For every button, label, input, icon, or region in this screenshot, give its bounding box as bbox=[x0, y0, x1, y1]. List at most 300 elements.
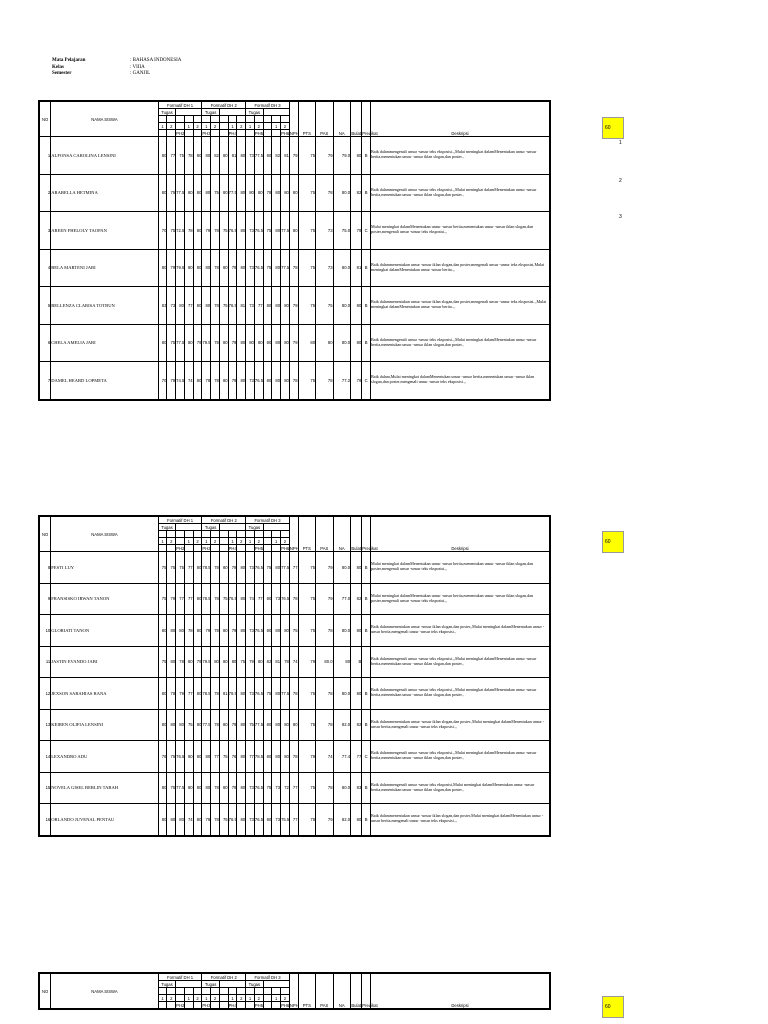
header-formatif-2: Formatif DH 2 bbox=[202, 974, 246, 981]
header-ph5: PH5 bbox=[254, 1002, 264, 1008]
header-na: NA bbox=[333, 517, 350, 552]
score-cell: 80 bbox=[289, 212, 298, 250]
score-cell: 80 bbox=[193, 287, 202, 325]
header-empty bbox=[211, 545, 220, 552]
score-cell: 80 bbox=[263, 137, 272, 175]
semester-value: : GANJIL bbox=[130, 71, 151, 76]
header-empty bbox=[211, 1002, 220, 1009]
score-cell: 81 bbox=[219, 678, 228, 710]
row-number: 16 bbox=[40, 804, 51, 836]
predikat-cell: B bbox=[362, 804, 371, 836]
table-row bbox=[40, 362, 550, 400]
score-cell: 80 bbox=[289, 174, 298, 212]
score-cell: 80 bbox=[167, 709, 176, 741]
score-cell: 75 bbox=[167, 212, 176, 250]
score-cell: 77 bbox=[211, 741, 220, 773]
score-cell: 78 bbox=[316, 362, 333, 400]
side-number: 2 bbox=[619, 178, 622, 184]
header-formatif-3: Formatif DH 3 bbox=[246, 974, 290, 981]
bulat-cell: 82 bbox=[351, 709, 362, 741]
score-cell: 78 bbox=[211, 678, 220, 710]
score-cell: 77.5 bbox=[254, 137, 263, 175]
score-cell: 80 bbox=[254, 646, 263, 678]
predikat-cell: B bbox=[362, 552, 371, 584]
score-cell: 76.5 bbox=[254, 772, 263, 804]
header-empty bbox=[202, 988, 211, 995]
score-cell: 73 bbox=[246, 615, 255, 647]
student-name: NOVELA GISEL BERLIN TABAH bbox=[51, 772, 158, 804]
score-cell: 78 bbox=[289, 678, 298, 710]
score-cell: 81 bbox=[281, 137, 290, 175]
deskripsi-cell: Baik dalammenentukan unsur -unsur iklan slogan,dan poster,mengenali unsur -unsur teks eksposisi.,,Mulai meningkat dalamMenentukan unsur -unsur berita.,, bbox=[371, 287, 550, 325]
score-cell: 75 bbox=[263, 678, 272, 710]
score-cell: 80 bbox=[176, 804, 185, 836]
header-tugas-2: 2 bbox=[167, 538, 176, 545]
score-cell: 78.5 bbox=[202, 678, 211, 710]
header-tugas-1: 1 bbox=[158, 995, 167, 1002]
header-empty bbox=[254, 116, 263, 123]
header-empty bbox=[263, 981, 289, 988]
score-cell: 75 bbox=[298, 287, 315, 325]
score-cell: 80 bbox=[158, 324, 167, 362]
score-cell: 80 bbox=[219, 324, 228, 362]
header-ph4: PH4 bbox=[228, 130, 237, 136]
score-cell: 80 bbox=[263, 804, 272, 836]
score-cell: 80 bbox=[272, 709, 281, 741]
score-cell: 77.5 bbox=[281, 552, 290, 584]
header-tugas-2: 2 bbox=[193, 995, 202, 1002]
header-empty bbox=[272, 130, 281, 137]
deskripsi-cell: Baik dalammengenali unsur -unsur teks eksposisi,Mulai meningkat dalamMenentukan unsur -unsur berita,menentukan unsur -unsur iklan slogan,dan poster., bbox=[371, 772, 550, 804]
header-tugas-1: 1 bbox=[228, 995, 237, 1002]
mapel-value: : BAHASA INDONESIA bbox=[130, 58, 182, 63]
score-cell: 80 bbox=[281, 709, 290, 741]
na-cell: 80.0 bbox=[333, 678, 350, 710]
table-row bbox=[40, 287, 550, 325]
bulat-cell: 80 bbox=[351, 615, 362, 647]
header-tugas-2: 2 bbox=[211, 538, 220, 545]
score-cell: 78 bbox=[289, 741, 298, 773]
score-cell: 80 bbox=[272, 362, 281, 400]
na-cell: 80.0 bbox=[333, 249, 350, 287]
score-cell: 79 bbox=[193, 324, 202, 362]
table-row bbox=[40, 741, 550, 773]
score-cell: 76.5 bbox=[254, 362, 263, 400]
score-cell: 73 bbox=[246, 137, 255, 175]
header-empty bbox=[228, 531, 237, 538]
predikat-cell: B bbox=[362, 324, 371, 362]
student-name: FRANSISKO IRWAN TANON bbox=[51, 583, 158, 615]
score-cell: 73 bbox=[272, 583, 281, 615]
score-cell: 78 bbox=[298, 804, 315, 836]
score-cell: 80 bbox=[193, 212, 202, 250]
score-cell: 80 bbox=[254, 324, 263, 362]
score-cell: 80 bbox=[184, 741, 193, 773]
header-empty bbox=[184, 531, 193, 538]
header-empty bbox=[263, 531, 272, 538]
header-tugas-1: 1 bbox=[272, 538, 281, 545]
score-cell: 80 bbox=[272, 174, 281, 212]
header-empty bbox=[158, 545, 167, 552]
header-tugas: Tugas bbox=[246, 981, 263, 988]
score-cell: 75 bbox=[219, 212, 228, 250]
predikat-cell: C bbox=[362, 362, 371, 400]
na-cell: 79.0 bbox=[333, 137, 350, 175]
header-empty bbox=[281, 531, 290, 538]
header-empty bbox=[281, 988, 290, 995]
header-empty bbox=[219, 995, 228, 1002]
score-cell: 78 bbox=[211, 709, 220, 741]
header-empty bbox=[246, 545, 255, 552]
score-cell: 78 bbox=[316, 678, 333, 710]
score-cell: 80 bbox=[193, 741, 202, 773]
header-tugas-2: 2 bbox=[237, 123, 246, 130]
header-bulat: Bulat bbox=[351, 102, 362, 137]
score-cell: 73 bbox=[246, 249, 255, 287]
score-cell: 79.5 bbox=[228, 678, 237, 710]
score-cell: 78 bbox=[211, 249, 220, 287]
score-cell: 80 bbox=[281, 324, 290, 362]
header-deskripsi: Deskripsi bbox=[371, 974, 550, 1009]
header-empty bbox=[158, 130, 167, 137]
score-cell: 80 bbox=[316, 324, 333, 362]
score-cell: 80 bbox=[167, 804, 176, 836]
bulat-cell: 80 bbox=[351, 324, 362, 362]
score-cell: 80 bbox=[281, 287, 290, 325]
highlight-cell: 60 bbox=[602, 531, 624, 553]
student-name: AREEN FHELOLY TAOPAN bbox=[51, 212, 158, 250]
header-empty bbox=[219, 116, 228, 123]
student-name: LEXANDRO ADU bbox=[51, 741, 158, 773]
predikat-cell: B bbox=[362, 249, 371, 287]
score-cell: 80 bbox=[184, 174, 193, 212]
score-cell: 80 bbox=[219, 362, 228, 400]
score-cell: 79 bbox=[193, 646, 202, 678]
header-ph6: PH6 bbox=[281, 545, 290, 551]
grade-table bbox=[39, 973, 550, 1009]
score-cell: 80 bbox=[272, 678, 281, 710]
score-cell: 80 bbox=[176, 709, 185, 741]
table-row bbox=[40, 552, 550, 584]
header-predikat: Predikat bbox=[362, 517, 371, 552]
table-row bbox=[40, 137, 550, 175]
header-tugas-1: 1 bbox=[158, 538, 167, 545]
score-cell: 77 bbox=[254, 583, 263, 615]
score-cell: 75 bbox=[298, 678, 315, 710]
score-cell: 80 bbox=[158, 174, 167, 212]
score-cell: 80 bbox=[219, 772, 228, 804]
score-cell: 75 bbox=[298, 772, 315, 804]
table-row bbox=[40, 583, 550, 615]
score-cell: 75 bbox=[246, 709, 255, 741]
score-cell: 75 bbox=[167, 324, 176, 362]
header-empty bbox=[263, 538, 272, 545]
score-cell: 75 bbox=[219, 804, 228, 836]
header-tugas: Tugas bbox=[202, 981, 219, 988]
score-cell: 80 bbox=[237, 552, 246, 584]
score-cell: 80 bbox=[211, 646, 220, 678]
kelas-value: : VIIIA bbox=[130, 64, 145, 70]
score-cell: 78.5 bbox=[254, 741, 263, 773]
score-cell: 77 bbox=[176, 583, 185, 615]
score-cell: 78 bbox=[184, 615, 193, 647]
deskripsi-cell: Baik dalam,Mulai meningkat dalamMenentukan unsur -unsur berita,menentukan unsur -unsur iklan slogan,dan poster,mengenali unsur -unsur teks eksposisi.,, bbox=[371, 362, 550, 400]
header-tugas-1: 1 bbox=[202, 123, 211, 130]
score-cell: 79 bbox=[289, 137, 298, 175]
header-empty bbox=[219, 130, 228, 137]
score-cell: 75 bbox=[158, 552, 167, 584]
deskripsi-cell: Baik dalammenentukan unsur -unsur iklan slogan,dan poster.,Mulai meningkat dalamMenentukan unsur -unsur berita,mengenali unsur -unsur teks eksposisi.,, bbox=[371, 709, 550, 741]
score-cell: 77.5 bbox=[281, 678, 290, 710]
score-cell: 75 bbox=[298, 174, 315, 212]
score-cell: 70 bbox=[158, 362, 167, 400]
header-formatif-2: Formatif DH 2 bbox=[202, 102, 246, 109]
score-cell: 77 bbox=[289, 772, 298, 804]
score-cell: 75 bbox=[167, 552, 176, 584]
row-number: 5 bbox=[40, 287, 51, 325]
row-number: 1 bbox=[40, 137, 51, 175]
predikat-cell: B bbox=[362, 174, 371, 212]
score-cell: 73 bbox=[246, 804, 255, 836]
score-cell: 74 bbox=[289, 646, 298, 678]
score-cell: 75 bbox=[316, 287, 333, 325]
header-empty bbox=[211, 116, 220, 123]
header-na: NA bbox=[333, 974, 350, 1009]
header-formatif-3: Formatif DH 3 bbox=[246, 102, 290, 109]
header-bulat: Bulat bbox=[351, 517, 362, 552]
header-empty bbox=[167, 116, 176, 123]
header-empty bbox=[237, 545, 246, 552]
na-cell: 77.2 bbox=[333, 362, 350, 400]
header-no: NO bbox=[40, 974, 51, 1009]
score-cell: 80 bbox=[193, 552, 202, 584]
score-cell: 80 bbox=[272, 212, 281, 250]
header-empty bbox=[263, 995, 272, 1002]
score-cell: 80 bbox=[184, 324, 193, 362]
score-cell: 75 bbox=[298, 552, 315, 584]
header-empty bbox=[263, 1002, 272, 1009]
score-cell: 78 bbox=[263, 174, 272, 212]
header-no: NO bbox=[40, 517, 51, 552]
header-empty bbox=[272, 545, 281, 552]
score-cell: 79 bbox=[246, 646, 255, 678]
header-empty bbox=[272, 988, 281, 995]
deskripsi-cell: Baik dalammenentukan unsur -unsur iklan slogan,dan poster,Mulai meningkat dalamMenentukan unsur -unsur berita,mengenali unsur -unsur teks eksposisi.,, bbox=[371, 804, 550, 836]
score-cell: 80 bbox=[219, 646, 228, 678]
score-cell: 80 bbox=[219, 137, 228, 175]
score-cell: 79 bbox=[167, 583, 176, 615]
bulat-cell: 82 bbox=[351, 583, 362, 615]
header-nama-siswa: NAMA SISWA bbox=[51, 974, 158, 1009]
score-cell: 80 bbox=[237, 678, 246, 710]
header-empty bbox=[211, 531, 220, 538]
header-pts: PTS bbox=[298, 974, 315, 1009]
header-ph4: PH4 bbox=[228, 1002, 237, 1008]
row-number: 9 bbox=[40, 583, 51, 615]
header-empty bbox=[193, 531, 202, 538]
score-cell: 80 bbox=[272, 615, 281, 647]
student-name: ALFONSA CAROLINA LENSINI bbox=[51, 137, 158, 175]
header-empty bbox=[272, 531, 281, 538]
bulat-cell: B bbox=[351, 646, 362, 678]
header-empty bbox=[219, 109, 245, 116]
score-cell: 76.5 bbox=[228, 287, 237, 325]
header-nph: NPH bbox=[289, 974, 298, 1009]
score-cell: 80 bbox=[176, 615, 185, 647]
na-cell: 80.0 bbox=[333, 324, 350, 362]
header-empty bbox=[219, 988, 228, 995]
score-cell: 72.5 bbox=[176, 212, 185, 250]
score-cell: 80 bbox=[193, 362, 202, 400]
header-na: NA bbox=[333, 102, 350, 137]
score-cell: 80 bbox=[272, 249, 281, 287]
header-empty bbox=[263, 116, 272, 123]
score-cell: 78.5 bbox=[202, 552, 211, 584]
score-cell: 79 bbox=[289, 324, 298, 362]
score-cell: 74 bbox=[246, 583, 255, 615]
score-cell: 80 bbox=[272, 324, 281, 362]
bulat-cell: 80 bbox=[351, 804, 362, 836]
score-cell: 78.5 bbox=[202, 583, 211, 615]
header-tugas: Tugas bbox=[202, 109, 219, 116]
score-cell: 80 bbox=[289, 709, 298, 741]
row-number: 3 bbox=[40, 212, 51, 250]
score-cell: 77 bbox=[289, 552, 298, 584]
header-empty bbox=[211, 130, 220, 137]
score-cell: 80 bbox=[281, 741, 290, 773]
header-empty bbox=[211, 988, 220, 995]
score-cell: 79 bbox=[228, 249, 237, 287]
header-pas: PAS bbox=[316, 102, 333, 137]
header-empty bbox=[167, 545, 176, 552]
header-empty bbox=[219, 531, 228, 538]
score-cell: 79 bbox=[228, 362, 237, 400]
score-cell: 75 bbox=[289, 615, 298, 647]
score-cell: 75 bbox=[263, 212, 272, 250]
header-tugas-2: 2 bbox=[281, 123, 290, 130]
score-cell: 75 bbox=[158, 646, 167, 678]
header-empty bbox=[263, 988, 272, 995]
header-deskripsi: Deskripsi bbox=[371, 517, 550, 552]
score-cell: 78 bbox=[167, 678, 176, 710]
header-tugas-1: 1 bbox=[272, 123, 281, 130]
score-cell: 77.5 bbox=[202, 709, 211, 741]
score-cell: 80.0 bbox=[316, 646, 333, 678]
score-cell: 79.5 bbox=[202, 324, 211, 362]
header-empty bbox=[202, 116, 211, 123]
score-cell: 79 bbox=[228, 709, 237, 741]
score-cell: 79 bbox=[167, 362, 176, 400]
student-name: ARABELLA HETMINA bbox=[51, 174, 158, 212]
score-cell: 78 bbox=[281, 646, 290, 678]
header-nama-siswa: NAMA SISWA bbox=[51, 517, 158, 552]
header-tugas-2: 2 bbox=[254, 123, 263, 130]
header-pts: PTS bbox=[298, 102, 315, 137]
header-no: NO bbox=[40, 102, 51, 137]
row-number: 7 bbox=[40, 362, 51, 400]
na-cell: 82.0 bbox=[333, 709, 350, 741]
bulat-cell: 80 bbox=[351, 678, 362, 710]
score-cell: 75 bbox=[167, 772, 176, 804]
header-empty bbox=[176, 538, 185, 545]
score-cell: 75 bbox=[176, 552, 185, 584]
score-cell: 80 bbox=[237, 772, 246, 804]
header-nph: NPH bbox=[289, 517, 298, 552]
header-empty bbox=[176, 531, 185, 538]
grade-table bbox=[39, 516, 550, 836]
score-cell: 75 bbox=[298, 362, 315, 400]
score-cell: 79 bbox=[202, 212, 211, 250]
report-meta bbox=[52, 58, 181, 78]
score-cell: 80 bbox=[237, 804, 246, 836]
score-cell: 83 bbox=[158, 287, 167, 325]
score-cell: 80 bbox=[237, 249, 246, 287]
header-ph3: PH3 bbox=[202, 1002, 211, 1008]
table-row bbox=[40, 249, 550, 287]
semester-label: Semester bbox=[52, 71, 72, 76]
score-cell: 80 bbox=[219, 615, 228, 647]
grade-table-page bbox=[38, 100, 551, 401]
score-cell: 76 bbox=[228, 741, 237, 773]
header-empty bbox=[167, 130, 176, 137]
deskripsi-cell: Mulai meningkat dalamMenentukan unsur -unsur berita,menentukan unsur -unsur iklan slogan,dan poster,mengenali unsur -unsur teks eksposisi.,, bbox=[371, 212, 550, 250]
header-tugas-2: 2 bbox=[211, 995, 220, 1002]
header-empty bbox=[176, 524, 202, 531]
deskripsi-cell: Mulai meningkat dalamMenentukan unsur -unsur berita,menentukan unsur -unsur iklan slogan,dan poster,mengenali unsur -unsur teks eksposisi.,, bbox=[371, 583, 550, 615]
header-formatif-1: Formatif DH 1 bbox=[158, 102, 202, 109]
row-number: 15 bbox=[40, 772, 51, 804]
score-cell: 80 bbox=[281, 615, 290, 647]
score-cell: 79 bbox=[316, 552, 333, 584]
score-cell: 76.5 bbox=[254, 615, 263, 647]
score-cell: 79 bbox=[298, 741, 315, 773]
score-cell: 76.5 bbox=[176, 741, 185, 773]
header-empty bbox=[219, 1002, 228, 1009]
score-cell: 80 bbox=[167, 615, 176, 647]
score-cell: 82 bbox=[211, 137, 220, 175]
bulat-cell: 79 bbox=[351, 212, 362, 250]
score-cell: 80 bbox=[237, 741, 246, 773]
header-tugas: Tugas bbox=[158, 981, 175, 988]
score-cell: 80 bbox=[237, 324, 246, 362]
score-cell: 77.5 bbox=[281, 249, 290, 287]
header-empty bbox=[263, 130, 272, 137]
header-empty bbox=[176, 995, 185, 1002]
score-cell: 80 bbox=[202, 287, 211, 325]
score-cell: 73 bbox=[246, 678, 255, 710]
grade-table bbox=[39, 101, 550, 400]
score-cell: 80 bbox=[184, 646, 193, 678]
score-cell: 80 bbox=[184, 249, 193, 287]
deskripsi-cell: Baik dalammenentukan unsur -unsur iklan slogan,dan poster,mengenali unsur -unsur teks eksposisi,Mulai meningkat dalamMenentukan unsur -unsur berita.,, bbox=[371, 249, 550, 287]
student-name: DAMEL HEARD LOPMETA bbox=[51, 362, 158, 400]
predikat-cell: B bbox=[362, 709, 371, 741]
score-cell: 78 bbox=[316, 174, 333, 212]
kelas-label: Kelas bbox=[52, 64, 64, 70]
header-empty bbox=[193, 545, 202, 552]
na-cell: 80.0 bbox=[333, 287, 350, 325]
predikat-cell: B bbox=[362, 287, 371, 325]
highlight-cell: 60 bbox=[602, 996, 624, 1018]
score-cell: 75 bbox=[298, 137, 315, 175]
score-cell: 77 bbox=[289, 804, 298, 836]
score-cell: 80 bbox=[254, 174, 263, 212]
score-cell: 79 bbox=[228, 615, 237, 647]
score-cell: 80 bbox=[246, 324, 255, 362]
table-row bbox=[40, 772, 550, 804]
score-cell: 75.5 bbox=[281, 804, 290, 836]
header-empty bbox=[219, 538, 228, 545]
